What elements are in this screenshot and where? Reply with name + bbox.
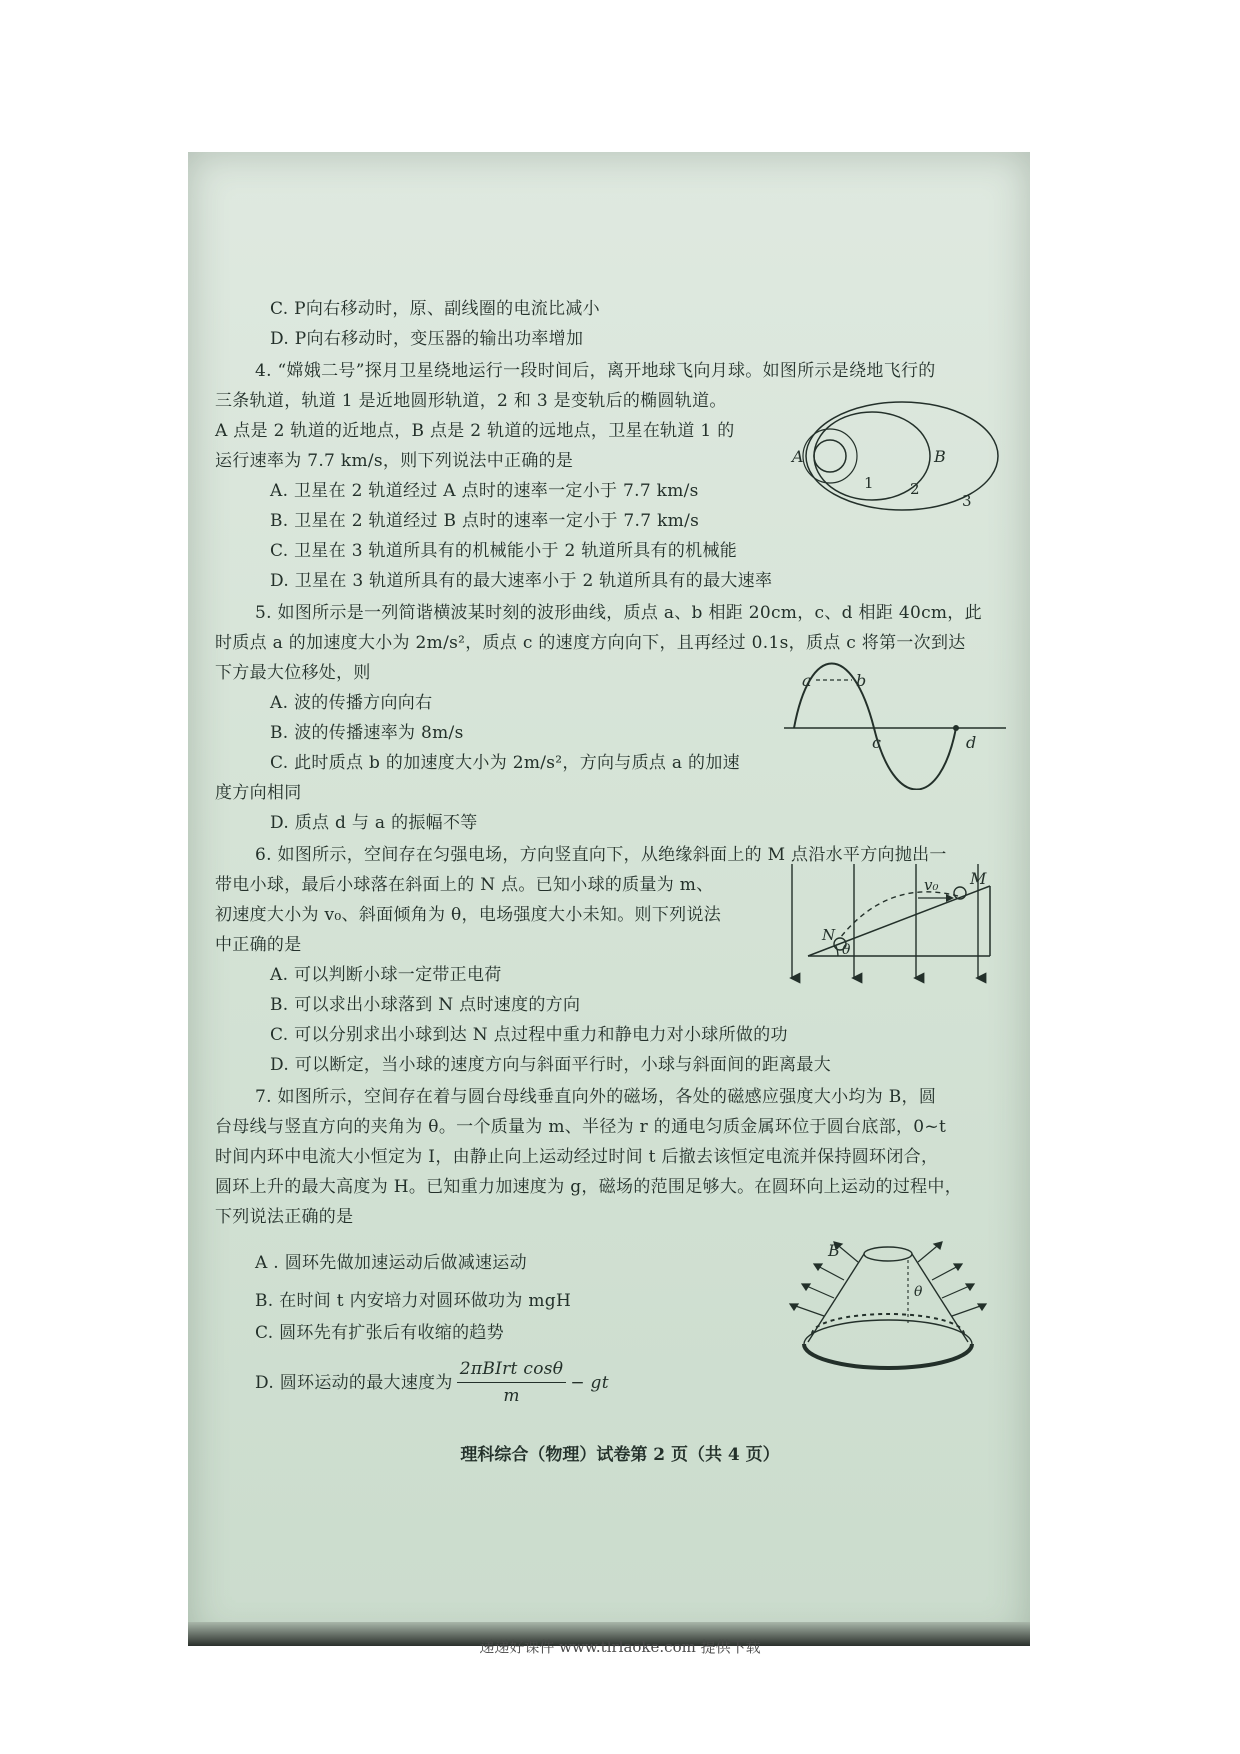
page-footer: 理科综合（物理）试卷第 2 页（共 4 页） [460, 1445, 780, 1465]
q4-stem-line3: A 点是 2 轨道的近地点，B 点是 2 轨道的远地点，卫星在轨道 1 的 [215, 421, 735, 441]
q6-option-c: C. 可以分别求出小球到达 N 点过程中重力和静电力对小球所做的功 [270, 1025, 788, 1045]
wave-label-c: c [872, 733, 881, 752]
q7-stem-line5: 下列说法正确的是 [215, 1207, 354, 1227]
q7-option-d-numerator: 2πBIrt cosθ [457, 1356, 567, 1383]
orbit-label-b: B [934, 447, 946, 466]
orbit-label-a: A [792, 447, 804, 466]
q7-option-d-denominator: m [503, 1386, 520, 1406]
q7-stem-line1: 7. 如图所示，空间存在着与圆台母线垂直向外的磁场，各处的磁感应强度大小均为 B，圆 [255, 1087, 937, 1107]
q6-option-b: B. 可以求出小球落到 N 点时速度的方向 [270, 995, 581, 1015]
q7-option-d [255, 1356, 609, 1409]
wave-diagram [780, 660, 1010, 790]
q6-stem-line4: 中正确的是 [215, 935, 302, 955]
q3-option-c: C. P向右移动时，原、副线圈的电流比减小 [270, 299, 600, 319]
orbit-label-1: 1 [864, 474, 874, 492]
q7-stem-line4: 圆环上升的最大高度为 H。已知重力加速度为 g，磁场的范围足够大。在圆环向上运动的过程中， [215, 1177, 963, 1197]
q4-stem-line4: 运行速率为 7.7 km/s，则下列说法中正确的是 [215, 451, 574, 471]
q4-option-a: A. 卫星在 2 轨道经过 A 点时的速率一定小于 7.7 km/s [270, 481, 699, 501]
wave-label-a: a [802, 671, 812, 690]
q5-option-d: D. 质点 d 与 a 的振幅不等 [270, 813, 478, 833]
q5-option-c-line1: C. 此时质点 b 的加速度大小为 2m/s²，方向与质点 a 的加速 [270, 753, 740, 773]
q4-option-c: C. 卫星在 3 轨道所具有的机械能小于 2 轨道所具有的机械能 [270, 541, 738, 561]
wave-label-b: b [856, 671, 867, 690]
q4-option-b: B. 卫星在 2 轨道经过 B 点时的速率一定小于 7.7 km/s [270, 511, 700, 531]
q6-option-d: D. 可以断定，当小球的速度方向与斜面平行时，小球与斜面间的距离最大 [270, 1055, 832, 1075]
q7-option-a: A . 圆环先做加速运动后做减速运动 [255, 1253, 527, 1273]
q5-stem-line2: 时质点 a 的加速度大小为 2m/s²，质点 c 的速度方向向下，且再经过 0.1s，质点 c 将第一次到达 [215, 633, 966, 653]
q6-stem-line1: 6. 如图所示，空间存在匀强电场，方向竖直向下，从绝缘斜面上的 M 点沿水平方向抛出一 [255, 845, 947, 865]
incline-label-theta: θ [842, 942, 851, 958]
cone-label-theta: θ [914, 1284, 923, 1300]
cone-label-b: B [828, 1241, 840, 1260]
q7-option-b: B. 在时间 t 内安培力对圆环做功为 mgH [255, 1291, 572, 1311]
q5-stem-line3: 下方最大位移处，则 [215, 663, 371, 683]
q7-option-d-suffix: − gt [570, 1372, 609, 1393]
q4-stem-line1: 4. “嫦娥二号”探月卫星绕地运行一段时间后，离开地球飞向月球。如图所示是绕地飞行的 [255, 361, 936, 381]
orbit-label-2: 2 [910, 480, 920, 498]
orbit-diagram [786, 398, 1006, 518]
q5-option-b: B. 波的传播速率为 8m/s [270, 723, 464, 743]
q7-option-d-prefix: D. 圆环运动的最大速度为 [255, 1372, 453, 1393]
incline-label-v0: v₀ [924, 876, 939, 894]
q5-option-c-line2: 度方向相同 [215, 783, 302, 803]
q7-option-d-fraction [457, 1356, 567, 1409]
q5-option-a: A. 波的传播方向向右 [270, 693, 433, 713]
cone-field-diagram [778, 1226, 998, 1376]
q7-stem-line2: 台母线与竖直方向的夹角为 θ。一个质量为 m、半径为 r 的通电匀质金属环位于圆台底部，0~t [215, 1117, 947, 1137]
q6-stem-line2: 带电小球，最后小球落在斜面上的 N 点。已知小球的质量为 m、 [215, 875, 714, 895]
q3-option-d: D. P向右移动时，变压器的输出功率增加 [270, 329, 584, 349]
incline-label-n: N [822, 926, 836, 944]
incline-field-diagram [778, 858, 1008, 988]
q7-stem-line3: 时间内环中电流大小恒定为 I，由静止向上运动经过时间 t 后撤去该恒定电流并保持圆环闭合， [215, 1147, 939, 1167]
q4-option-d: D. 卫星在 3 轨道所具有的最大速率小于 2 轨道所具有的最大速率 [270, 571, 773, 591]
watermark-text: 递递好课件 www.tlrlaoke.com 提供下载 [479, 1638, 761, 1656]
q4-stem-line2: 三条轨道，轨道 1 是近地圆形轨道，2 和 3 是变轨后的椭圆轨道。 [215, 391, 727, 411]
incline-label-m: M [970, 869, 987, 888]
q6-stem-line3: 初速度大小为 v₀、斜面倾角为 θ，电场强度大小未知。则下列说法 [215, 905, 722, 925]
q7-option-c: C. 圆环先有扩张后有收缩的趋势 [255, 1323, 505, 1343]
orbit-label-3: 3 [962, 492, 972, 510]
wave-label-d: d [966, 733, 977, 752]
q5-stem-line1: 5. 如图所示是一列简谐横波某时刻的波形曲线，质点 a、b 相距 20cm，c、d 相距 40cm，此 [255, 603, 982, 623]
q6-option-a: A. 可以判断小球一定带正电荷 [270, 965, 502, 985]
